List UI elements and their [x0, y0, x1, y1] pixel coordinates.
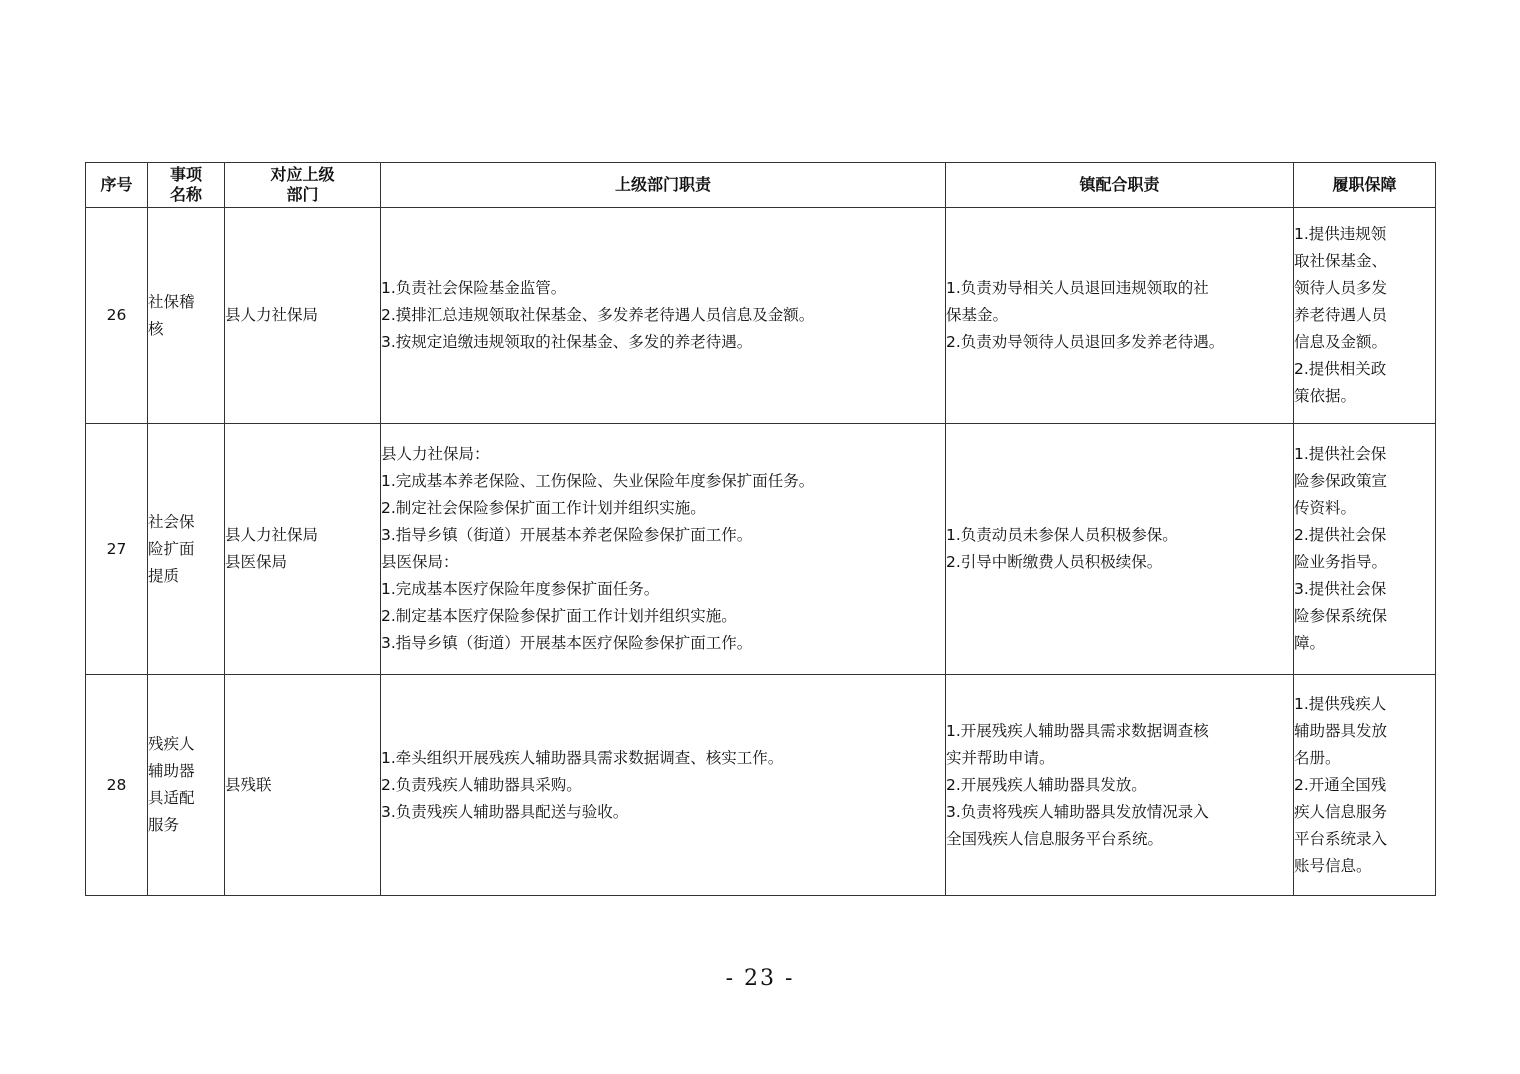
- row-upper-duty: 县人力社保局： 1.完成基本养老保险、工伤保险、失业保险年度参保扩面任务。 2.制定社会保险参保扩面工作计划并组织实施。 3.指导乡镇（街道）开展基本养老保险参保扩面工作。 县医保局： 1.完成基本医疗保险年度参保扩面任务。 2.制定基本医疗保险参保扩面工作计划并组织实施。 3.指导乡镇（街道）开展基本医疗保险参保扩面工作。: [381, 424, 946, 675]
- row-seq: 27: [86, 424, 148, 675]
- header-row: [86, 163, 1436, 208]
- header-item-name: 事项 名称: [148, 163, 225, 208]
- header-town-duty: 镇配合职责: [946, 163, 1294, 208]
- row-guarantee: 1.提供残疾人 辅助器具发放 名册。 2.开通全国残 疾人信息服务 平台系统录入 账号信息。: [1294, 675, 1436, 896]
- row-upper-dept: 县人力社保局 县医保局: [225, 424, 381, 675]
- page-number: - 23 -: [725, 966, 795, 991]
- table-row: [86, 424, 1436, 675]
- row-town-duty: 1.负责动员未参保人员积极参保。 2.引导中断缴费人员积极续保。: [946, 424, 1294, 675]
- row-seq: 28: [86, 675, 148, 896]
- table-row: [86, 675, 1436, 896]
- header-upper-dept: 对应上级 部门: [225, 163, 381, 208]
- row-upper-duty: 1.负责社会保险基金监管。 2.摸排汇总违规领取社保基金、多发养老待遇人员信息及金额。 3.按规定追缴违规领取的社保基金、多发的养老待遇。: [381, 208, 946, 424]
- row-item-name: 社会保 险扩面 提质: [148, 424, 225, 675]
- row-upper-dept: 县人力社保局: [225, 208, 381, 424]
- duty-table: [85, 162, 1436, 896]
- row-item-name: 残疾人 辅助器 具适配 服务: [148, 675, 225, 896]
- header-guarantee: 履职保障: [1294, 163, 1436, 208]
- row-guarantee: 1.提供违规领 取社保基金、 领待人员多发 养老待遇人员 信息及金额。 2.提供相关政 策依据。: [1294, 208, 1436, 424]
- row-town-duty: 1.负责劝导相关人员退回违规领取的社 保基金。 2.负责劝导领待人员退回多发养老待遇。: [946, 208, 1294, 424]
- header-upper-duty: 上级部门职责: [381, 163, 946, 208]
- table-row: [86, 208, 1436, 424]
- row-upper-duty: 1.牵头组织开展残疾人辅助器具需求数据调查、核实工作。 2.负责残疾人辅助器具采购。 3.负责残疾人辅助器具配送与验收。: [381, 675, 946, 896]
- row-town-duty: 1.开展残疾人辅助器具需求数据调查核 实并帮助申请。 2.开展残疾人辅助器具发放。 3.负责将残疾人辅助器具发放情况录入 全国残疾人信息服务平台系统。: [946, 675, 1294, 896]
- header-seq: 序号: [86, 163, 148, 208]
- row-seq: 26: [86, 208, 148, 424]
- row-upper-dept: 县残联: [225, 675, 381, 896]
- row-item-name: 社保稽 核: [148, 208, 225, 424]
- row-guarantee: 1.提供社会保 险参保政策宣 传资料。 2.提供社会保 险业务指导。 3.提供社会保 险参保系统保 障。: [1294, 424, 1436, 675]
